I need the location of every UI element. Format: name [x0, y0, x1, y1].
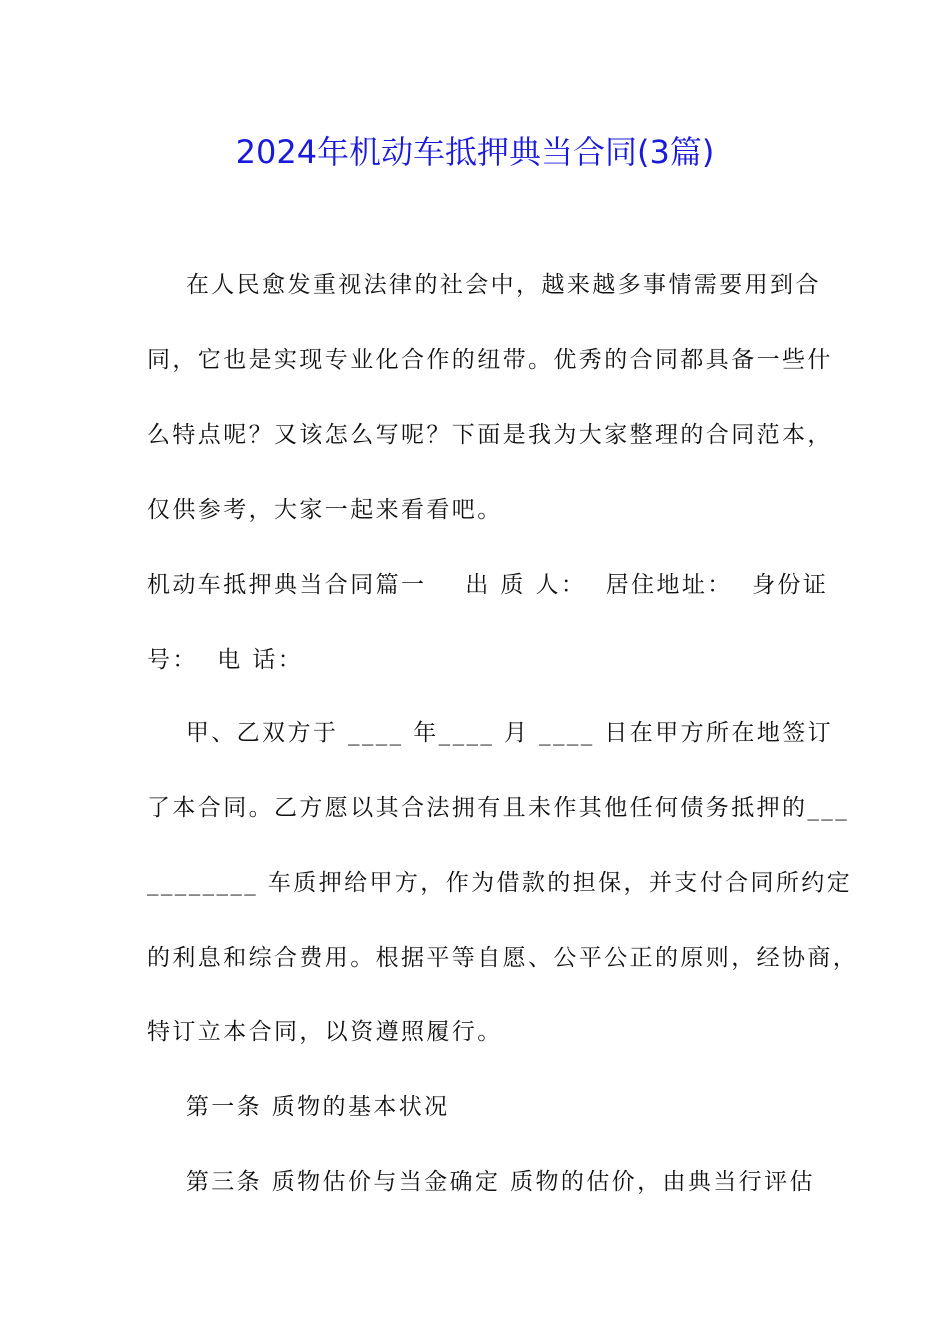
body-line-4: 仅供参考，大家一起来看看吧。: [147, 497, 503, 523]
body-line-10: 的利息和综合费用。根据平等自愿、公平公正的原则，经协商，: [147, 945, 859, 971]
body-line-13: 第三条 质物估价与当金确定 质物的估价，由典当行评估: [147, 1169, 815, 1195]
body-line-12: 第一条 质物的基本状况: [147, 1094, 450, 1120]
body-line-2: 同，它也是实现专业化合作的纽带。优秀的合同都具备一些什: [147, 347, 833, 373]
body-line-7: 甲、乙双方于 ____ 年____ 月 ____ 日在甲方所在地签订: [147, 720, 833, 746]
body-line-8: 了本合同。乙方愿以其合法拥有且未作其他任何债务抵押的___: [147, 795, 850, 821]
document-title: 2024年机动车抵押典当合同(3篇): [235, 133, 715, 171]
body-line-11: 特订立本合同，以资遵照履行。: [147, 1019, 503, 1045]
body-line-5: 机动车抵押典当合同篇一 出 质 人： 居住地址： 身份证: [147, 572, 829, 598]
body-line-6: 号： 电 话：: [147, 647, 304, 673]
body-line-1: 在人民愈发重视法律的社会中，越来越多事情需要用到合: [147, 272, 821, 298]
body-line-9: ________ 车质押给甲方，作为借款的担保，并支付合同所约定: [147, 870, 853, 896]
body-line-3: 么特点呢？又该怎么写呢？下面是我为大家整理的合同范本，: [147, 422, 833, 448]
